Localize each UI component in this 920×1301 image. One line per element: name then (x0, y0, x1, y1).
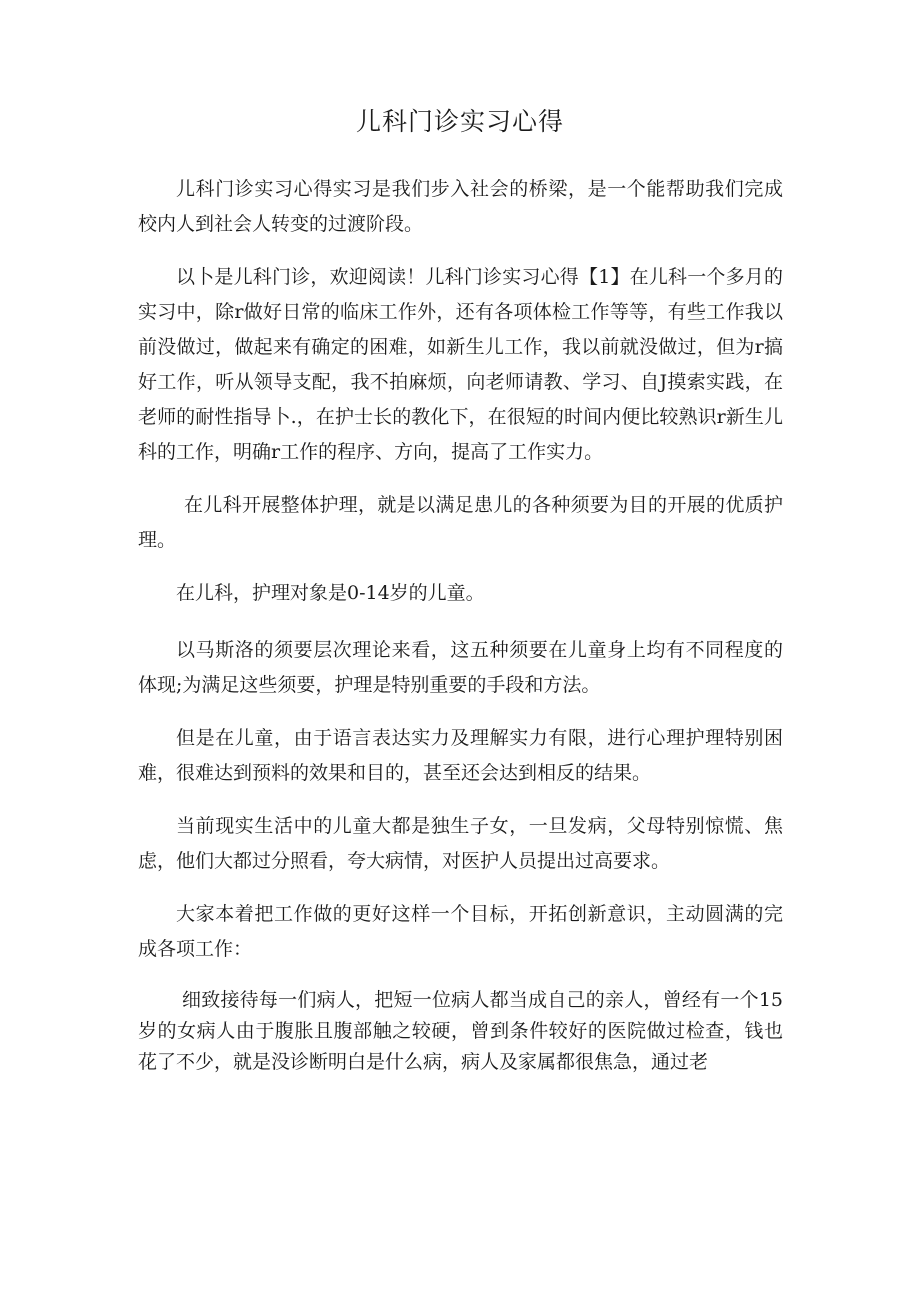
paragraph-maslow: 以马斯洛的须要层次理论来看，这五种须要在儿童身上均有不同程度的体现;为满足这些须要，护理是特别重要的手段和方法。 (138, 639, 783, 696)
document-body (138, 172, 783, 1096)
paragraph-only-children: 当前现实生活中的儿童大都是独生子女，一旦发病，父母特别惊慌、焦虑，他们大都过分照看，夸大病情，对医护人员提出过高要求。 (138, 815, 783, 872)
paragraph-intro: 儿科门诊实习心得实习是我们步入社会的桥梁，是一个能帮助我们完成校内人到社会人转变的过渡阶段。 (138, 178, 783, 235)
paragraph-patient-case: 细致接待每一们病人，把短一位病人都当成自己的亲人，曾经有一个15岁的女病人由于腹胀且腹部触之较硬，曾到条件较好的医院做过检查，钱也花了不少，就是没诊断明白是什么病，病人及家属都很焦急，通过老 (138, 989, 783, 1073)
paragraph-care-target: 在儿科，护理对象是0-14岁的儿童。 (176, 582, 485, 604)
document-title: 儿科门诊实习心得 (355, 107, 564, 136)
paragraph-difficulty: 但是在儿童，由于语言表达实力及理解实力有限，进行心理护理特别困难，很难达到预料的效果和目的，甚至还会达到相反的结果。 (138, 727, 783, 784)
paragraph-goal: 大家本着把工作做的更好这样一个目标，开拓创新意识，主动圆满的完成各项工作： (138, 903, 783, 960)
paragraph-experience: 以卜是儿科门诊，欢迎阅读！儿科门诊实习心得【1】在儿科一个多月的实习中，除r做好日常的临床工作外，还有各项体检工作等等，有些工作我以前没做过，做起来有确定的困难，如新生儿工作，我以前就没做过，但为r搞好工作，听从领导支配，我不拍麻烦，向老师请教、学习、自J摸索实践，在老师的耐性指导卜.，在护士长的教化下，在很短的时间内便比较熟识r新生儿科的工作，明确r工作的程序、方向，提高了工作实力。 (138, 266, 783, 463)
paragraph-holistic-care: 在儿科开展整体护理，就是以满足患儿的各种须要为目的开展的优质护理。 (138, 494, 783, 551)
